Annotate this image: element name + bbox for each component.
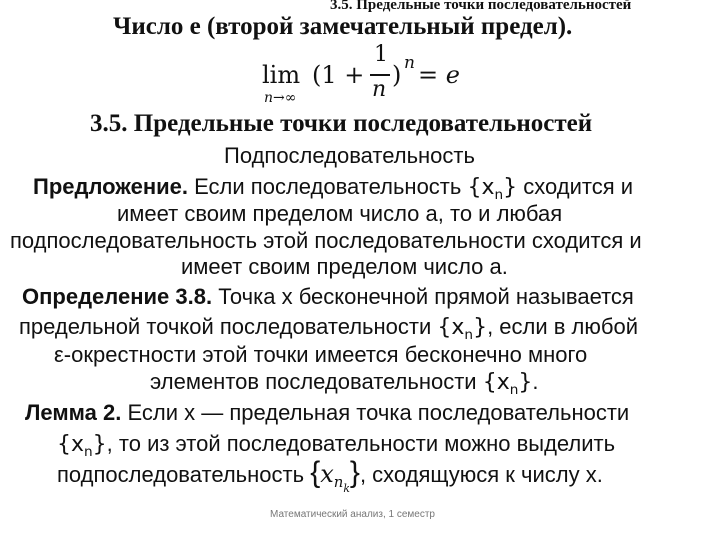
proposition-line-3: подпоследовательность этой последовательности сходится и xyxy=(10,228,642,253)
fraction-bar xyxy=(370,74,390,76)
formula-close: ) xyxy=(392,61,402,89)
sequence-xn: $\{x_n\}$ xyxy=(437,315,488,343)
lemma-line-2 xyxy=(57,431,616,460)
proposition-text-1b: сходится и xyxy=(523,174,634,199)
limit-formula xyxy=(262,42,462,109)
definition-text-1: Точка х бесконечной прямой называется xyxy=(218,284,634,309)
lim-subscript: n→∞ xyxy=(264,90,297,106)
section-title-e: Число е (второй замечательный предел). xyxy=(113,13,573,40)
lemma-text-1: Если х — предельная точка последовательности xyxy=(127,400,630,425)
proposition-line-1 xyxy=(33,174,634,203)
subsequence-xnk: { xyxy=(310,456,321,489)
lemma-line-3: подпоследовательность $\{x_{nk}\}$, сходящуюся к числу х. xyxy=(57,456,603,495)
subsection-title: Подпоследовательность xyxy=(224,143,475,168)
proposition-line-2: имеет своим пределом число а, то и любая xyxy=(117,201,563,226)
definition-text-4a: элементов последовательности xyxy=(150,369,477,394)
definition-label: Определение 3.8. xyxy=(22,284,213,309)
sequence-xn: $\{x_n\}$ xyxy=(482,370,533,398)
formula-power: n xyxy=(404,53,415,73)
proposition-text-1a: Если последовательность xyxy=(194,174,462,199)
fraction-numerator: 1 xyxy=(374,42,388,67)
lim-text: lim xyxy=(262,61,301,89)
fraction-denominator: n xyxy=(372,77,387,102)
running-header: 3.5. Предельные точки последовательностей xyxy=(330,0,632,13)
subsequence-n: n xyxy=(333,473,344,492)
definition-line-4 xyxy=(150,369,539,398)
definition-line-1 xyxy=(22,284,634,310)
footer-course: Математический анализ, 1 семестр xyxy=(270,509,435,520)
section-title: 3.5. Предельные точки последовательностей xyxy=(90,110,593,137)
subsequence-k: k xyxy=(343,481,350,495)
lemma-label: Лемма 2. xyxy=(25,400,122,425)
definition-text-2a: предельной точкой последовательности xyxy=(19,314,432,339)
lemma-text-3a: подпоследовательность xyxy=(57,462,305,487)
sequence-xn: $\{x_n\}$ xyxy=(57,432,107,460)
proposition-line-4: имеет своим пределом число а. xyxy=(181,254,508,279)
definition-line-2 xyxy=(19,314,639,343)
formula-open: (1 + xyxy=(312,61,365,89)
proposition-label: Предложение. xyxy=(33,174,188,199)
formula-equals-e: = e xyxy=(418,61,460,89)
lemma-text-2: , то из этой последовательности можно выделить xyxy=(106,431,616,456)
definition-line-3: ε-окрестности этой точки имеется бесконечно много xyxy=(54,342,588,367)
definition-text-2b: , если в любой xyxy=(487,314,639,339)
lemma-line-1 xyxy=(25,400,629,426)
lemma-text-3b: , сходящуюся к числу х. xyxy=(359,462,603,487)
definition-text-4b: . xyxy=(532,369,539,394)
subsequence-x: x xyxy=(320,460,334,488)
sequence-xn: $\{x_n\}$ xyxy=(467,175,518,203)
